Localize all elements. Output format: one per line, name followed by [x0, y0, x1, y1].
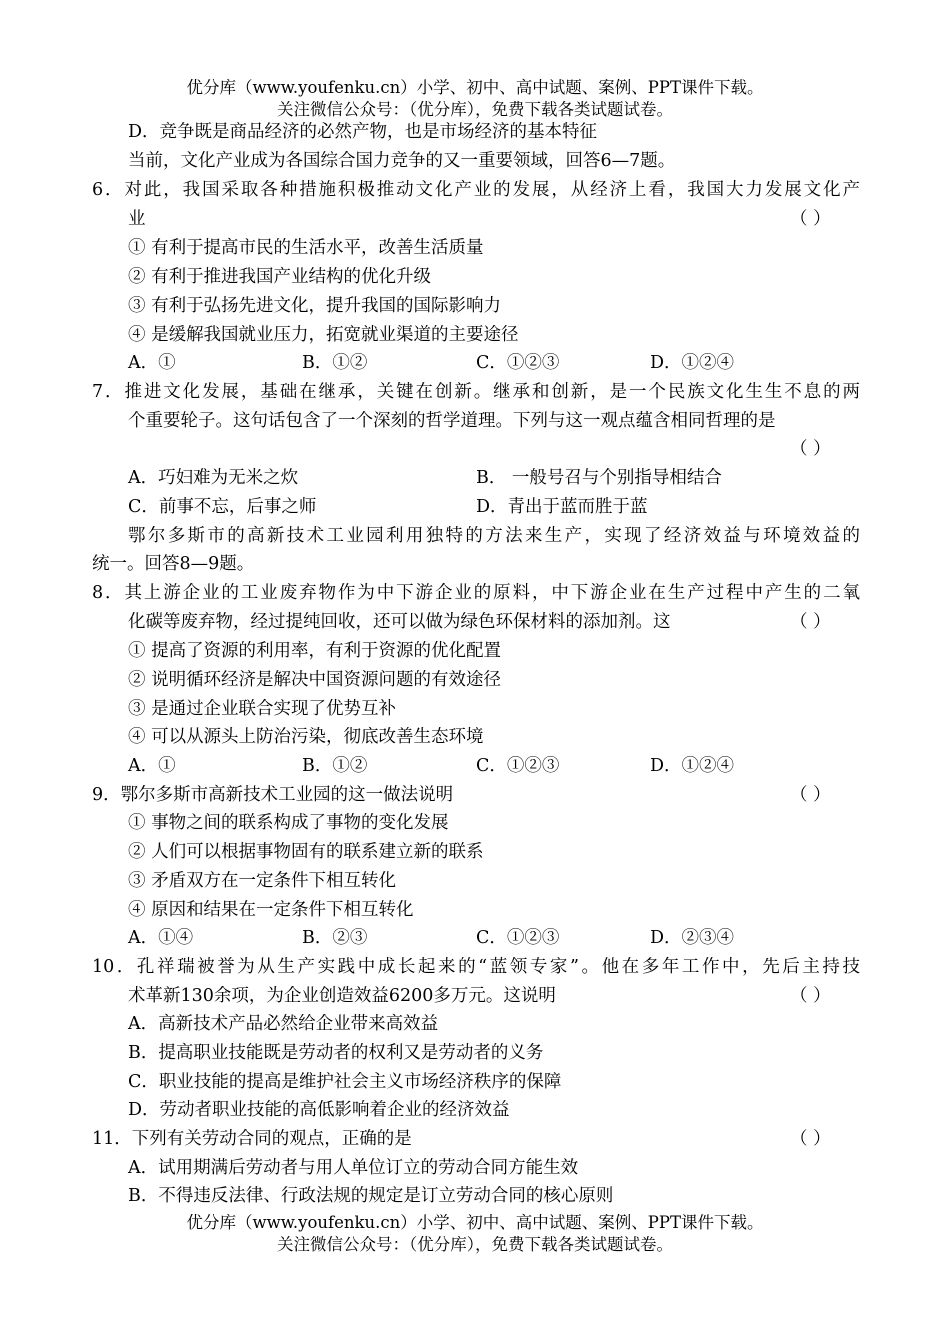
- q10-option-a: A．高新技术产品必然给企业带来高效益: [128, 1014, 439, 1034]
- q6-item-1: ① 有利于提高市民的生活水平，改善生活质量: [128, 238, 484, 258]
- q10-stem-line1: 10．孔祥瑞被誉为从生产实践中成长起来的“蓝领专家”。他在多年工作中，先后主持技: [92, 957, 860, 977]
- q11-option-b: B．不得违反法律、行政法规的规定是订立劳动合同的核心原则: [128, 1186, 614, 1206]
- q11-option-a: A．试用期满后劳动者与用人单位订立的劳动合同方能生效: [128, 1158, 579, 1178]
- q8-stem-line1: 8．其上游企业的工业废弃物作为中下游企业的原料，中下游企业在生产过程中产生的二氧: [92, 583, 860, 603]
- q9-option-a: A．①④: [128, 928, 194, 948]
- q8-item-1: ① 提高了资源的利用率，有利于资源的优化配置: [128, 641, 502, 661]
- q8-option-c: C．①②③: [476, 756, 560, 776]
- q7-stem-line1: 7．推进文化发展，基础在继承，关键在创新。继承和创新，是一个民族文化生生不息的两: [92, 382, 860, 402]
- q11-answer-bracket: （ ）: [790, 1129, 831, 1149]
- q8-option-a: A．①: [128, 756, 176, 776]
- intro-6-7: 当前，文化产业成为各国综合国力竞争的又一重要领域，回答6—7题。: [128, 151, 676, 171]
- q8-answer-bracket: （ ）: [790, 612, 831, 632]
- q6-option-c: C．①②③: [476, 353, 560, 373]
- q8-option-b: B．①②: [302, 756, 368, 776]
- q10-option-c: C．职业技能的提高是维护社会主义市场经济秩序的保障: [128, 1072, 562, 1092]
- q6-answer-bracket: （ ）: [790, 209, 831, 229]
- q7-option-b: B． 一般号召与个别指导相结合: [476, 468, 722, 488]
- q9-option-b: B．②③: [302, 928, 368, 948]
- q6-item-3: ③ 有利于弘扬先进文化，提升我国的国际影响力: [128, 296, 502, 316]
- prev-option-d: D．竞争既是商品经济的必然产物，也是市场经济的基本特征: [128, 122, 598, 142]
- q11-stem: 11．下列有关劳动合同的观点，正确的是: [92, 1129, 412, 1149]
- q6-stem-line1: 6．对此，我国采取各种措施积极推动文化产业的发展，从经济上看，我国大力发展文化产: [92, 180, 860, 200]
- q7-stem-line2: 个重要轮子。这句话包含了一个深刻的哲学道理。下列与这一观点蕴含相同哲理的是: [128, 411, 776, 431]
- q6-option-b: B．①②: [302, 353, 368, 373]
- header-line-1: 优分库（www.youfenku.cn）小学、初中、高中试题、案例、PPT课件下载。: [186, 78, 764, 97]
- header-line-2: 关注微信公众号：（优分库），免费下载各类试题试卷。: [277, 100, 673, 119]
- q8-stem-line2: 化碳等废弃物，经过提纯回收，还可以做为绿色环保材料的添加剂。这: [128, 612, 671, 632]
- q10-option-b: B．提高职业技能既是劳动者的权利又是劳动者的义务: [128, 1043, 544, 1063]
- q8-item-4: ④ 可以从源头上防治污染，彻底改善生态环境: [128, 727, 484, 747]
- q8-option-d: D．①②④: [650, 756, 735, 776]
- q9-option-d: D．②③④: [650, 928, 735, 948]
- q6-item-4: ④ 是缓解我国就业压力，拓宽就业渠道的主要途径: [128, 325, 519, 345]
- q10-answer-bracket: （ ）: [790, 986, 831, 1006]
- intro-8-9-line1: 鄂尔多斯市的高新技术工业园利用独特的方法来生产，实现了经济效益与环境效益的: [128, 526, 860, 546]
- q9-item-3: ③ 矛盾双方在一定条件下相互转化: [128, 871, 397, 891]
- q10-stem-line2: 术革新130余项，为企业创造效益6200多万元。这说明: [128, 986, 556, 1006]
- footer-line-2: 关注微信公众号：（优分库），免费下载各类试题试卷。: [277, 1235, 673, 1254]
- q8-item-3: ③ 是通过企业联合实现了优势互补: [128, 699, 397, 719]
- q9-option-c: C．①②③: [476, 928, 560, 948]
- q9-item-4: ④ 原因和结果在一定条件下相互转化: [128, 900, 414, 920]
- q7-answer-bracket: （ ）: [790, 439, 831, 459]
- q9-answer-bracket: （ ）: [790, 785, 831, 805]
- q7-option-c: C．前事不忘，后事之师: [128, 497, 317, 517]
- q6-item-2: ② 有利于推进我国产业结构的优化升级: [128, 267, 432, 287]
- q7-option-d: D．青出于蓝而胜于蓝: [476, 497, 648, 517]
- footer-line-1: 优分库（www.youfenku.cn）小学、初中、高中试题、案例、PPT课件下载。: [186, 1213, 764, 1232]
- q8-item-2: ② 说明循环经济是解决中国资源问题的有效途径: [128, 670, 502, 690]
- q6-option-a: A．①: [128, 353, 176, 373]
- q6-option-d: D．①②④: [650, 353, 735, 373]
- q7-option-a: A．巧妇难为无米之炊: [128, 468, 299, 488]
- q9-stem: 9．鄂尔多斯市高新技术工业园的这一做法说明: [92, 785, 454, 805]
- q9-item-1: ① 事物之间的联系构成了事物的变化发展: [128, 813, 449, 833]
- q9-item-2: ② 人们可以根据事物固有的联系建立新的联系: [128, 842, 484, 862]
- q10-option-d: D．劳动者职业技能的高低影响着企业的经济效益: [128, 1100, 510, 1120]
- intro-8-9-line2: 统一。回答8—9题。: [92, 554, 255, 574]
- q6-stem-line2: 业: [128, 209, 146, 229]
